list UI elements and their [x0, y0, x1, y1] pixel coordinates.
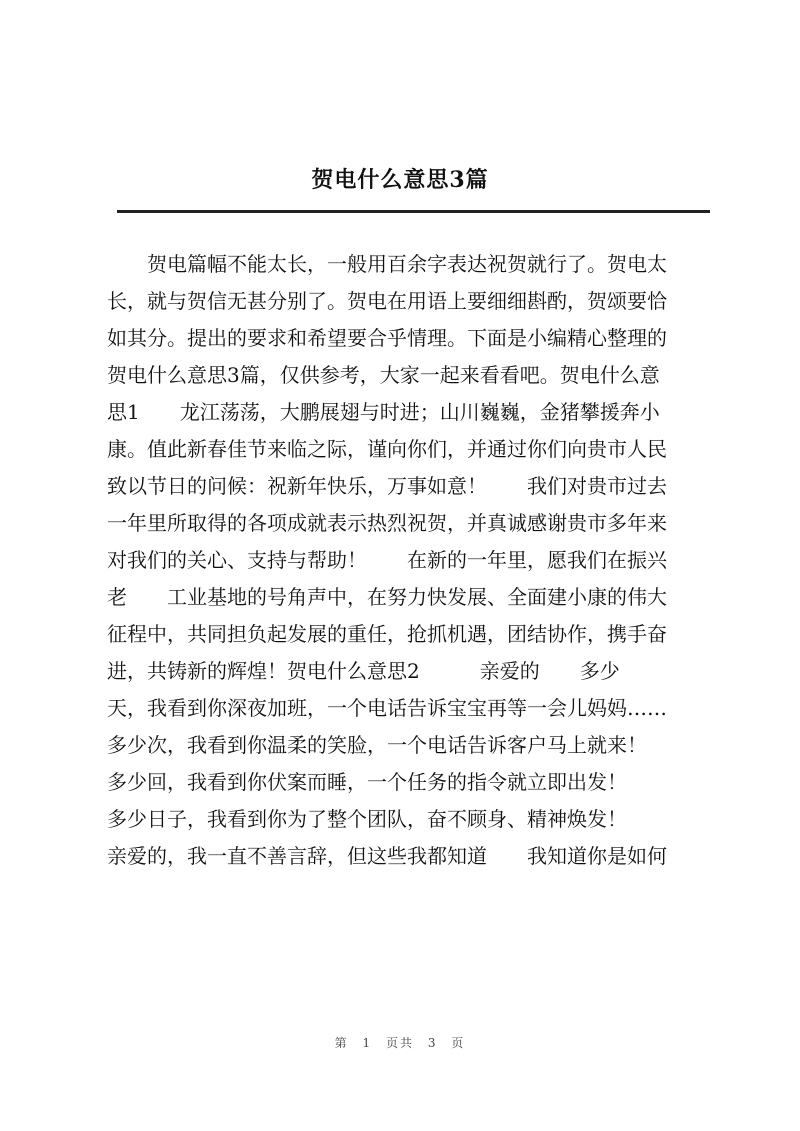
footer-prefix: 第 — [334, 1036, 349, 1050]
footer-suffix: 页 — [451, 1036, 466, 1050]
body-line: 长，就与贺信无甚分别了。贺电在用语上要细细斟酌，贺颂要恰 — [107, 289, 667, 313]
body-line: 康。值此新春佳节来临之际，谨向你们，并通过你们向贵市人民 — [107, 437, 667, 461]
footer-page-number: 1 — [362, 1036, 373, 1050]
page-title: 贺电什么意思3篇 — [311, 167, 489, 193]
body-line: 进，共铸新的辉煌！贺电什么意思2 亲爱的 多少 — [107, 659, 620, 683]
body-line: 如其分。提出的要求和希望要合乎情理。下面是小编精心整理的 — [107, 326, 667, 350]
body-line: 一年里所取得的各项成就表示热烈祝贺，并真诚感谢贵市多年来 — [107, 511, 667, 535]
body-line: 思1 龙江荡荡，大鹏展翅与时进；山川巍巍，金猪攀援奔小 — [107, 400, 660, 424]
body-line: 多少次，我看到你温柔的笑脸，一个电话告诉客户马上就来！ — [107, 733, 647, 757]
body-line: 贺电什么意思3篇，仅供参考，大家一起来看看吧。贺电什么意 — [107, 363, 660, 387]
body-text — [107, 246, 710, 875]
page-footer — [0, 1034, 800, 1051]
body-line: 多少日子，我看到你为了整个团队，奋不顾身、精神焕发！ — [107, 807, 627, 831]
footer-total-pages: 3 — [427, 1036, 438, 1050]
body-line: 老 工业基地的号角声中，在努力快发展、全面建小康的伟大 — [107, 585, 667, 609]
title-divider — [117, 210, 710, 213]
footer-middle: 页共 — [385, 1036, 414, 1050]
body-line: 亲爱的，我一直不善言辞，但这些我都知道 我知道你是如何 — [107, 844, 667, 868]
body-line: 贺电篇幅不能太长，一般用百余字表达祝贺就行了。贺电太 — [147, 252, 667, 276]
body-line: 对我们的关心、支持与帮助！ 在新的一年里，愿我们在振兴 — [107, 548, 667, 572]
body-line: 致以节日的问候：祝新年快乐，万事如意！ 我们对贵市过去 — [107, 474, 667, 498]
body-line: 征程中，共同担负起发展的重任，抢抓机遇，团结协作，携手奋 — [107, 622, 667, 646]
body-line: 天，我看到你深夜加班，一个电话告诉宝宝再等一会儿妈妈…… — [107, 696, 667, 720]
body-line: 多少回，我看到你伏案而睡，一个任务的指令就立即出发！ — [107, 770, 627, 794]
